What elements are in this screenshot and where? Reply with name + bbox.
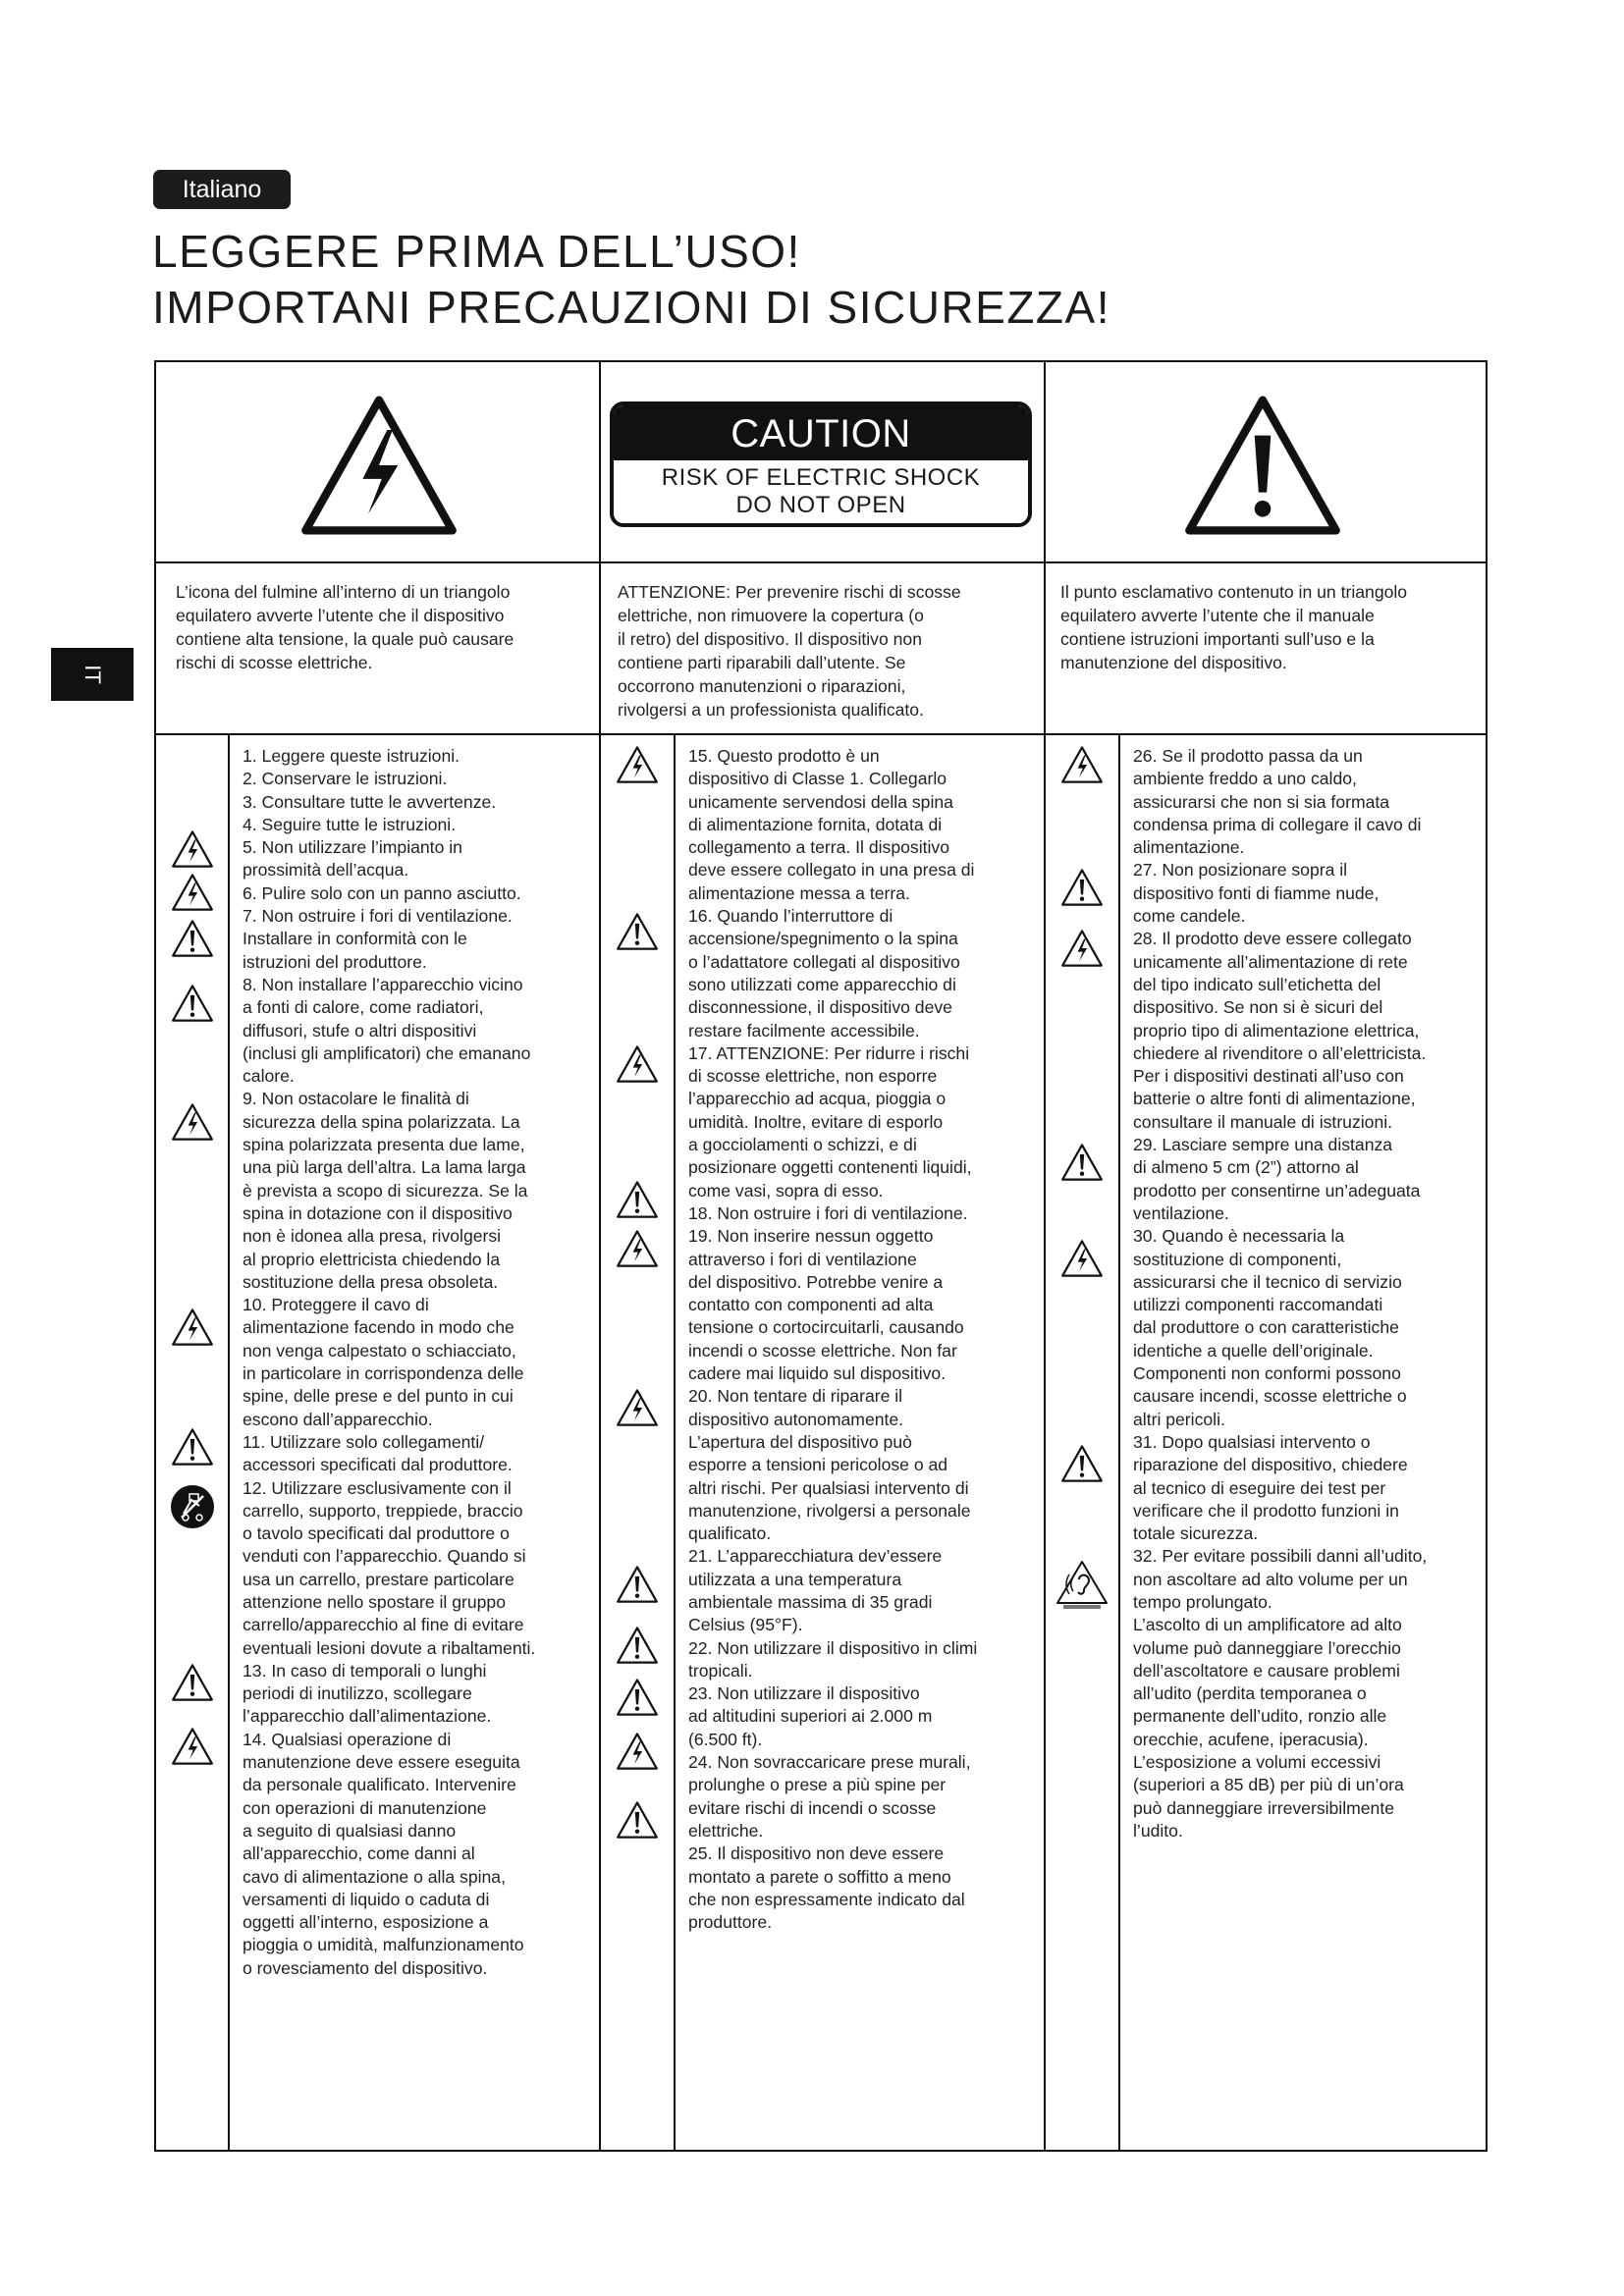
lightning-warning-icon bbox=[171, 873, 214, 912]
exclamation-warning-icon bbox=[1181, 392, 1344, 539]
page-title bbox=[152, 224, 1110, 336]
exclamation-warning-icon bbox=[171, 1427, 214, 1467]
caution-label bbox=[610, 401, 1032, 527]
title-line-2: IMPORTANI PRECAUZIONI DI SICUREZZA! bbox=[152, 282, 1110, 333]
language-side-tab: IT bbox=[51, 648, 134, 701]
exclamation-description: Il punto esclamativo contenuto in un triangolo equilatero avverte l’utente che il manuale contiene istruzioni importanti sull’uso e la manutenzione del dispositivo. bbox=[1060, 582, 1408, 672]
exclamation-warning-icon bbox=[171, 919, 214, 958]
instructions-column-1: 1. Leggere queste istruzioni. 2. Conservare le istruzioni. 3. Consultare tutte le avvertenze. 4. Seguire tutte le istruzioni. 5. Non utilizzare l’impianto in prossimità dell’acqua. 6. Pulire solo con un panno asciutto. 7. Non ostruire i fori di ventilazione. Installare in conformità con le istruzioni del produttore. 8. Non installare l’apparecchio vicino a fonti di calore, come radiatori, diffusori, stufe o altri dispositivi (inclusi gli amplificatori) che emanano calore. 9. Non ostacolare le finalità di sicurezza della spina polarizzata. La spina polarizzata presenta due lame, una più larga dell’altra. La lama larga è prevista a scopo di sicurezza. Se la spina in dotazione con il dispositivo non è idonea alla presa, rivolgersi al proprio elettricista chiedendo la sostituzione della presa obsoleta. 10. Proteggere il cavo di alimentazione facendo in modo che non venga calpestato o schiacciato, in particolare in corrispondenza delle spine, delle prese e del punto in cui escono dall’apparecchio. 11. Utilizzare solo collegamenti/ accessori specificati dal produttore. 12. Utilizzare esclusivamente con il carrello, supporto, treppiede, braccio o tavolo specificati dal produttore o venduti con l’apparecchio. Quando si usa un carrello, prestare particolare attenzione nello spostare il gruppo carrello/apparecchio al fine di evitare eventuali lesioni dovute a ribaltamenti. 13. In caso di temporali o lunghi periodi di inutilizzo, scollegare l’apparecchio dall’alimentazione. 14. Qualsiasi operazione di manutenzione deve essere eseguita da personale qualificato. Intervenire con operazioni di manutenzione a seguito di qualsiasi danno all’apparecchio, come danni al cavo di alimentazione o alla spina, versamenti di liquido o caduta di oggetti all’interno, esposizione a pioggia o umidità, malfunzionamento o rovesciamento del dispositivo. bbox=[243, 746, 536, 1978]
lightning-warning-icon bbox=[171, 1102, 214, 1142]
lightning-warning-icon bbox=[171, 1727, 214, 1766]
exclamation-warning-icon bbox=[616, 1678, 659, 1717]
hearing-damage-icon bbox=[1056, 1560, 1109, 1611]
lightning-warning-icon bbox=[1060, 929, 1104, 968]
exclamation-warning-icon bbox=[1060, 1143, 1104, 1182]
caution-line-2: DO NOT OPEN bbox=[735, 492, 906, 518]
caution-heading: CAUTION bbox=[614, 405, 1028, 460]
lightning-description: L’icona del fulmine all’interno di un triangolo equilatero avverte l’utente che il dispositivo contiene alta tensione, la quale può causare rischi di scosse elettriche. bbox=[176, 582, 514, 672]
caution-description: ATTENZIONE: Per prevenire rischi di scosse elettriche, non rimuovere la copertura (o il retro) del dispositivo. Il dispositivo non contiene parti riparabili dall’utente. Se occorrono manutenzioni o riparazioni, rivolgersi a un professionista qualificato. bbox=[618, 582, 961, 720]
exclamation-warning-icon bbox=[616, 1180, 659, 1219]
title-line-1: LEGGERE PRIMA DELL’USO! bbox=[152, 226, 801, 277]
instructions-column-3: 26. Se il prodotto passa da un ambiente freddo a uno caldo, assicurarsi che non si sia formata condensa prima di collegare il cavo di alimentazione. 27. Non posizionare sopra il dispositivo fonti di fiamme nude, come candele. 28. Il prodotto deve essere collegato unicamente all’alimentazione di rete del tipo indicato sull’etichetta del dispositivo. Se non si è sicuri del proprio tipo di alimentazione elettrica, chiedere al rivenditore o all’elettricista. Per i dispositivi destinati all’uso con batterie o altre fonti di alimentazione, consultare il manuale di istruzioni. 29. Lasciare sempre una distanza di almeno 5 cm (2”) attorno al prodotto per consentirne un’adeguata ventilazione. 30. Quando è necessaria la sostituzione di componenti, assicurarsi che il tecnico di servizio utilizzi componenti raccomandati dal produttore o con caratteristiche identiche a quelle dell’originale. Componenti non conformi possono causare incendi, scosse elettriche o altri pericoli. 31. Dopo qualsiasi intervento o riparazione del dispositivo, chiedere al tecnico di eseguire dei test per verificare che il prodotto funzioni in totale sicurezza. 32. Per evitare possibili danni all’udito, non ascoltare ad alto volume per un tempo prolungato. L’ascolto di un amplificatore ad alto volume può danneggiare l’orecchio dell’ascoltatore e causare problemi all’udito (perdita temporanea o permanente dell’udito, ronzio alle orecchie, acufene, iperacusia). L’esposizione a volumi eccessivi (superiori a 85 dB) per più di un’ora può danneggiare irreversibilmente l’udito. bbox=[1133, 746, 1428, 1841]
lightning-warning-icon bbox=[616, 1229, 659, 1268]
lightning-warning-icon bbox=[171, 829, 214, 869]
language-badge: Italiano bbox=[153, 170, 291, 209]
exclamation-warning-icon bbox=[616, 1800, 659, 1840]
lightning-warning-icon bbox=[616, 1388, 659, 1427]
instructions-column-2: 15. Questo prodotto è un dispositivo di Classe 1. Collegarlo unicamente servendosi della spina di alimentazione fornita, dotata di collegamento a terra. Il dispositivo deve essere collegato in una presa di alimentazione messa a terra. 16. Quando l’interruttore di accensione/spegnimento o la spina o l’adattatore collegati al dispositivo sono utilizzati come apparecchio di disconnessione, il dispositivo deve restare facilmente accessibile. 17. ATTENZIONE: Per ridurre i rischi di scosse elettriche, non esporre l’apparecchio ad acqua, pioggia o umidità. Inoltre, evitare di esporlo a gocciolamenti o schizzi, e di posizionare oggetti contenenti liquidi, come vasi, sopra di esso. 18. Non ostruire i fori di ventilazione. 19. Non inserire nessun oggetto attraverso i fori di ventilazione del dispositivo. Potrebbe venire a contatto con componenti ad alta tensione o cortocircuitarli, causando incendi o scosse elettriche. Non far cadere mai liquido sul dispositivo. 20. Non tentare di riparare il dispositivo autonomamente. L’apertura del dispositivo può esporre a tensioni pericolose o ad altri rischi. Per qualsiasi intervento di manutenzione, rivolgersi a personale qualificato. 21. L’apparecchiatura dev’essere utilizzata a una temperatura ambientale massima di 35 gradi Celsius (95°F). 22. Non utilizzare il dispositivo in climi tropicali. 23. Non utilizzare il dispositivo ad altitudini superiori ai 2.000 m (6.500 ft). 24. Non sovraccaricare prese murali, prolunghe o prese a più spine per evitare rischi di incendi o scosse elettriche. 25. Il dispositivo non deve essere montato a parete o soffitto a meno che non espressamente indicato dal produttore. bbox=[688, 746, 978, 1933]
lightning-warning-icon bbox=[1060, 745, 1104, 784]
lightning-warning-icon bbox=[298, 392, 460, 539]
exclamation-warning-icon bbox=[171, 1663, 214, 1702]
exclamation-warning-icon bbox=[616, 912, 659, 951]
exclamation-warning-icon bbox=[1060, 868, 1104, 907]
lightning-warning-icon bbox=[1060, 1239, 1104, 1278]
exclamation-warning-icon bbox=[1060, 1444, 1104, 1483]
caution-line-1: RISK OF ELECTRIC SHOCK bbox=[661, 464, 981, 491]
cart-tip-over-icon bbox=[170, 1484, 215, 1529]
exclamation-warning-icon bbox=[616, 1626, 659, 1665]
exclamation-warning-icon bbox=[171, 984, 214, 1023]
lightning-warning-icon bbox=[616, 1044, 659, 1084]
lightning-warning-icon bbox=[616, 1732, 659, 1771]
exclamation-warning-icon bbox=[616, 1565, 659, 1604]
safety-table bbox=[154, 360, 1488, 2152]
lightning-warning-icon bbox=[616, 745, 659, 784]
lightning-warning-icon bbox=[171, 1308, 214, 1347]
